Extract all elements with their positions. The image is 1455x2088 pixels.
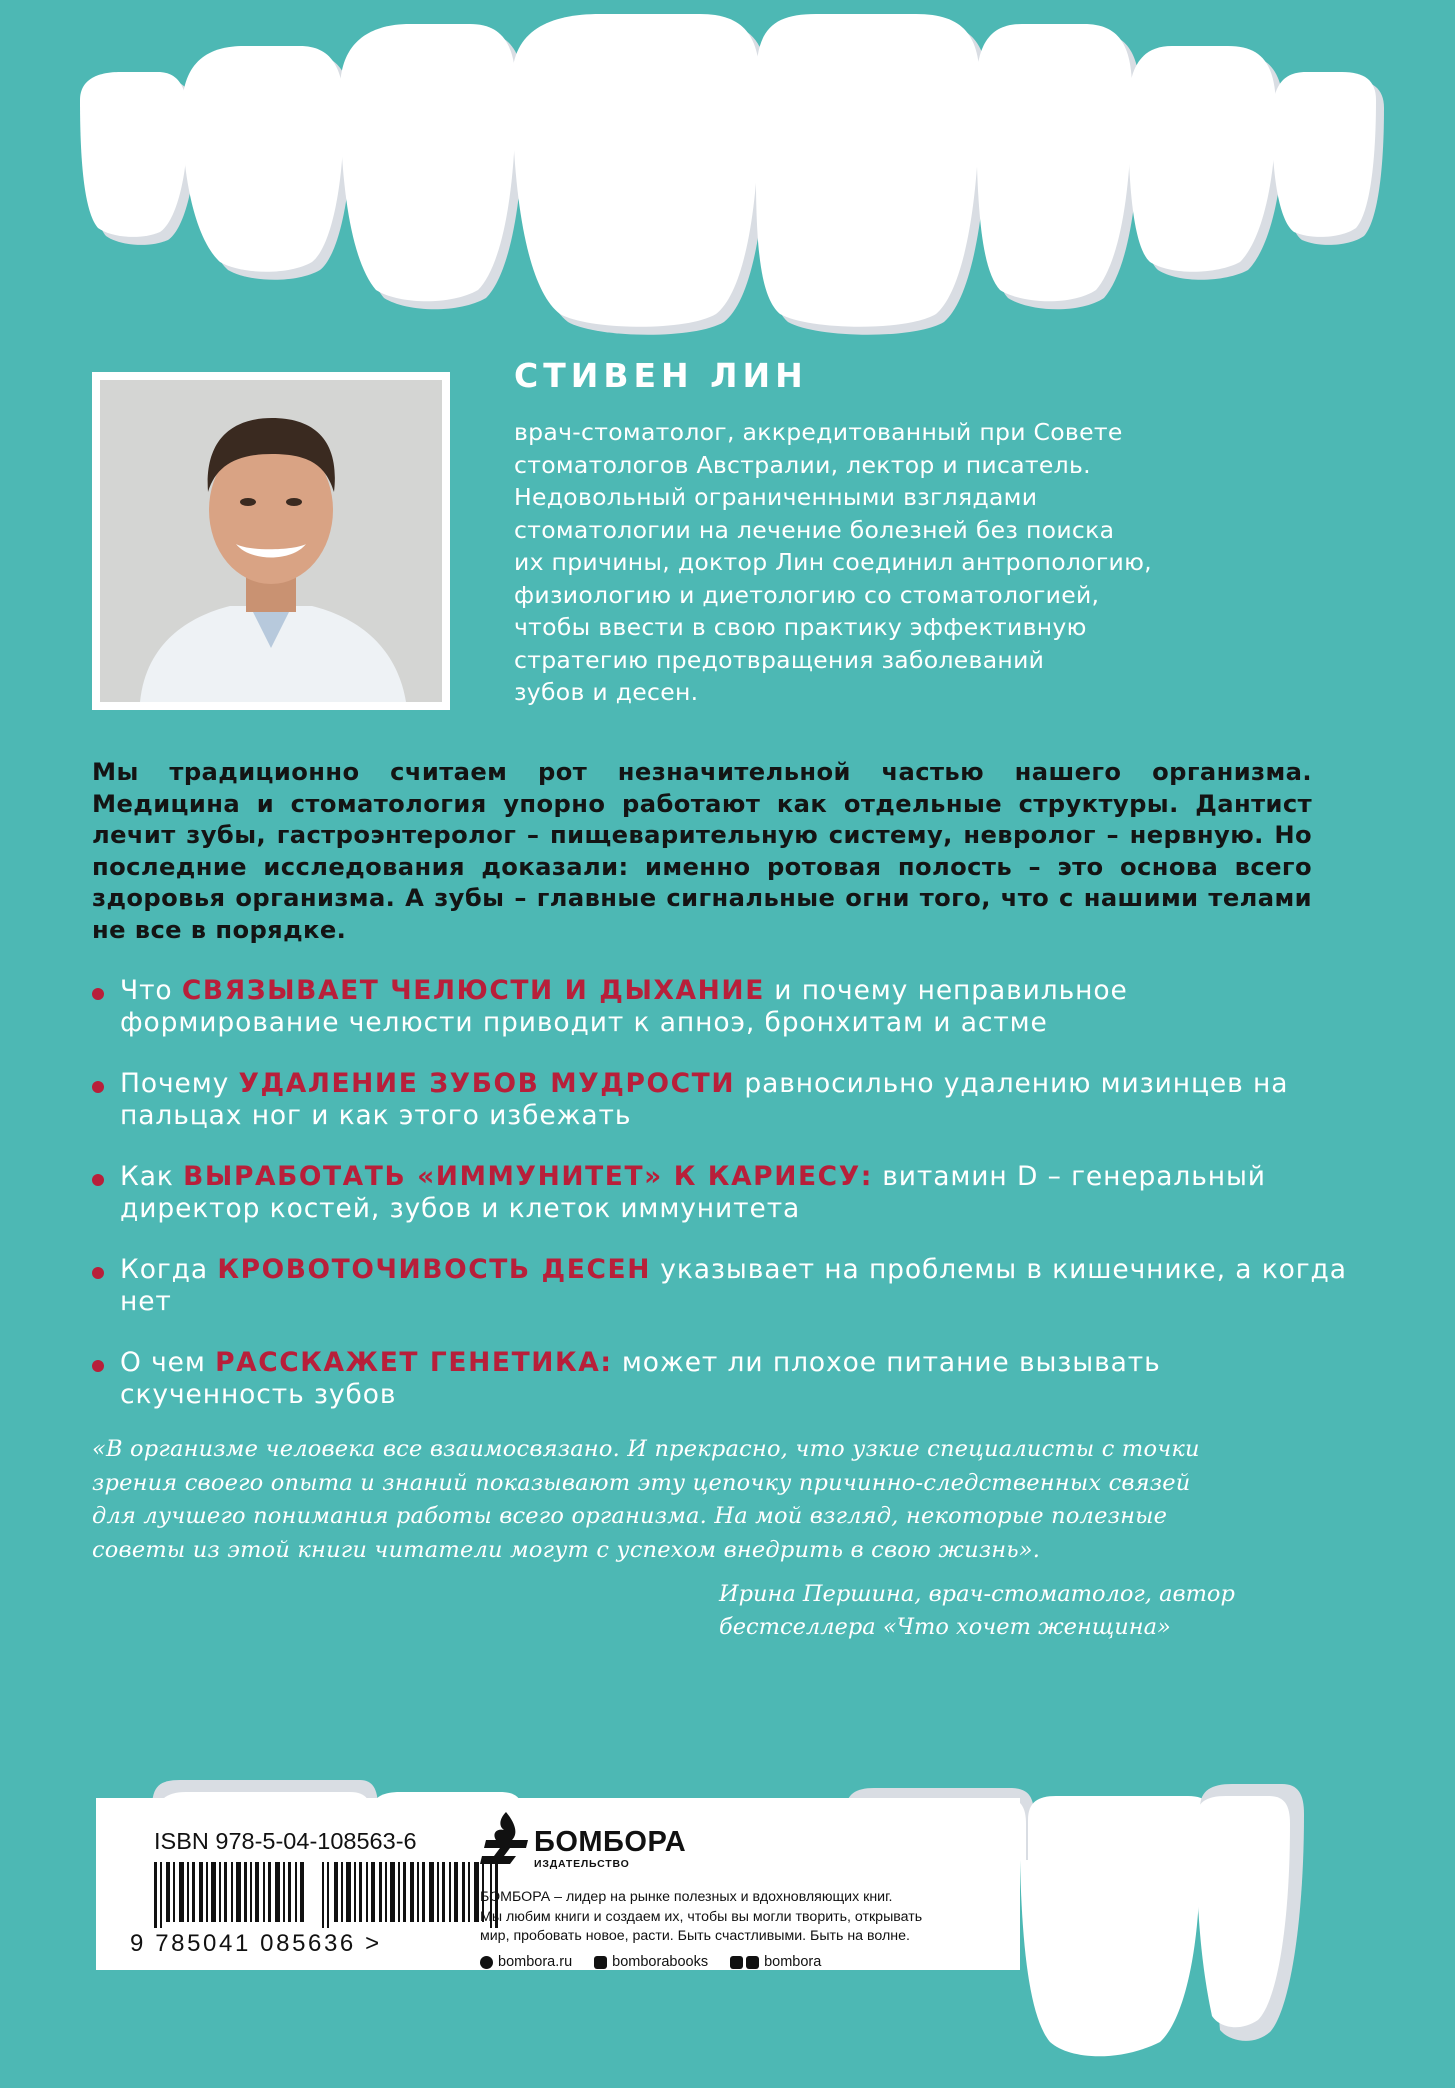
feature-pre: Почему — [120, 1068, 239, 1099]
upper-teeth-illustration — [0, 0, 1455, 360]
globe-icon — [480, 1956, 493, 1969]
author-photo-frame — [92, 372, 450, 710]
tooth — [756, 14, 980, 327]
tooth — [1028, 1796, 1214, 1860]
author-bio: врач-стоматолог, аккредитованный при Совете стоматологов Австралии, лектор и писатель. Недовольный ограниченными взглядами стоматологии на лечение болезней без поиска их причины, доктор Лин соединил антропологию, физиологию и диетологию со стоматологией, чтобы ввести в свою практику эффективную стратегию предотвращения заболеваний зубов и десен. — [514, 418, 1152, 706]
bullet-dot-icon — [92, 1174, 104, 1186]
feature-highlight: УДАЛЕНИЕ ЗУБОВ МУДРОСТИ — [238, 1068, 736, 1099]
social-website[interactable] — [480, 1954, 572, 1970]
feature-post: и почему неправильное формирование челюсти приводит к апноэ, бронхитам и астме — [120, 975, 1128, 1038]
bullet-dot-icon — [92, 1267, 104, 1279]
tooth — [1020, 1860, 1200, 2056]
tooth — [1128, 46, 1276, 272]
bombora-logo-icon — [476, 1810, 536, 1872]
quote-attribution: Ирина Першина, врач-стоматолог, автор бестселлера «Что хочет женщина» — [719, 1581, 1235, 1640]
feature-highlight: СВЯЗЫВАЕТ ЧЕЛЮСТИ И ДЫХАНИЕ — [181, 975, 765, 1006]
publisher-subtitle: ИЗДАТЕЛЬСТВО — [534, 1858, 630, 1870]
tooth — [182, 46, 344, 272]
social-label: bomborabooks — [612, 1954, 709, 1970]
feature-highlight: ВЫРАБОТАТЬ «ИММУНИТЕТ» К КАРИЕСУ: — [183, 1161, 873, 1192]
tooth — [80, 72, 188, 237]
feature-list — [92, 975, 1352, 1440]
feature-item — [92, 1068, 1352, 1131]
author-photo — [100, 380, 442, 702]
telegram-icon — [746, 1956, 759, 1969]
tooth — [1272, 72, 1376, 237]
feature-post: указывает на проблемы в кишечнике, а когда нет — [120, 1254, 1347, 1317]
feature-pre: Как — [120, 1161, 184, 1192]
tooth — [512, 14, 760, 327]
bullet-dot-icon — [92, 1081, 104, 1093]
review-quote: «В организме человека все взаимосвязано. И прекрасно, что узкие специалисты с точки зрения своего опыта и знаний показывают эту цепочку причинно-следственных связей для лучшего понимания работы всего организма. На мой взгляд, некоторые полезные советы из этой книги читатели могут с успехом внедрить в свою жизнь». — [92, 1436, 1200, 1563]
social-vk[interactable] — [594, 1954, 708, 1970]
social-telegram[interactable] — [730, 1954, 821, 1970]
feature-item — [92, 975, 1352, 1038]
publisher-info-box — [96, 1798, 1020, 1970]
upper-teeth — [80, 14, 1384, 335]
publisher-description: БОМБОРА – лидер на рынке полезных и вдохновляющих книг. Мы любим книги и создаем их, чтобы вы могли творить, открывать мир, пробовать новое, расти. Быть счастливыми. Быть на волне. — [480, 1889, 923, 1944]
feature-post: может ли плохое питание вызывать скученность зубов — [120, 1347, 1161, 1410]
isbn-label: ISBN 978-5-04-108563-6 — [154, 1828, 417, 1854]
author-name: СТИВЕН ЛИН — [514, 356, 808, 395]
feature-pre: Что — [120, 975, 182, 1006]
feature-pre: Когда — [120, 1254, 218, 1285]
bullet-dot-icon — [92, 988, 104, 1000]
tooth — [976, 24, 1132, 301]
social-label: bombora.ru — [498, 1954, 573, 1970]
tooth — [340, 24, 516, 301]
isbn-barcode — [154, 1862, 504, 1928]
feature-item — [92, 1254, 1352, 1317]
feature-item — [92, 1161, 1352, 1224]
publisher-name: БОМБОРА — [534, 1826, 687, 1858]
social-label: bombora — [764, 1954, 822, 1970]
feature-highlight: КРОВОТОЧИВОСТЬ ДЕСЕН — [217, 1254, 651, 1285]
feature-post: равносильно удалению мизинцев на пальцах ног и как этого избежать — [120, 1068, 1289, 1131]
plus-icon — [730, 1956, 743, 1969]
intro-paragraph: Мы традиционно считаем рот незначительной частью нашего организма. Медицина и стоматология упорно работают как отдельные структуры. Дантист лечит зубы, гастроэнтеролог – пищеварительную систему, невролог – нервную. Но последние исследования доказали: именно ротовая полость – это основа всего здоровья организма. А зубы – главные сигнальные огни того, что с нашими телами не все в порядке. — [92, 758, 1312, 944]
bullet-dot-icon — [92, 1360, 104, 1372]
feature-pre: О чем — [120, 1347, 216, 1378]
feature-post: витамин D – генеральный директор костей, зубов и клеток иммунитета — [120, 1161, 1266, 1224]
vk-icon — [594, 1956, 607, 1969]
barcode-digits: 9 785041 085636 > — [130, 1930, 382, 1957]
feature-highlight: РАССКАЖЕТ ГЕНЕТИКА: — [215, 1347, 613, 1378]
feature-item — [92, 1347, 1352, 1410]
social-links — [480, 1954, 843, 1970]
